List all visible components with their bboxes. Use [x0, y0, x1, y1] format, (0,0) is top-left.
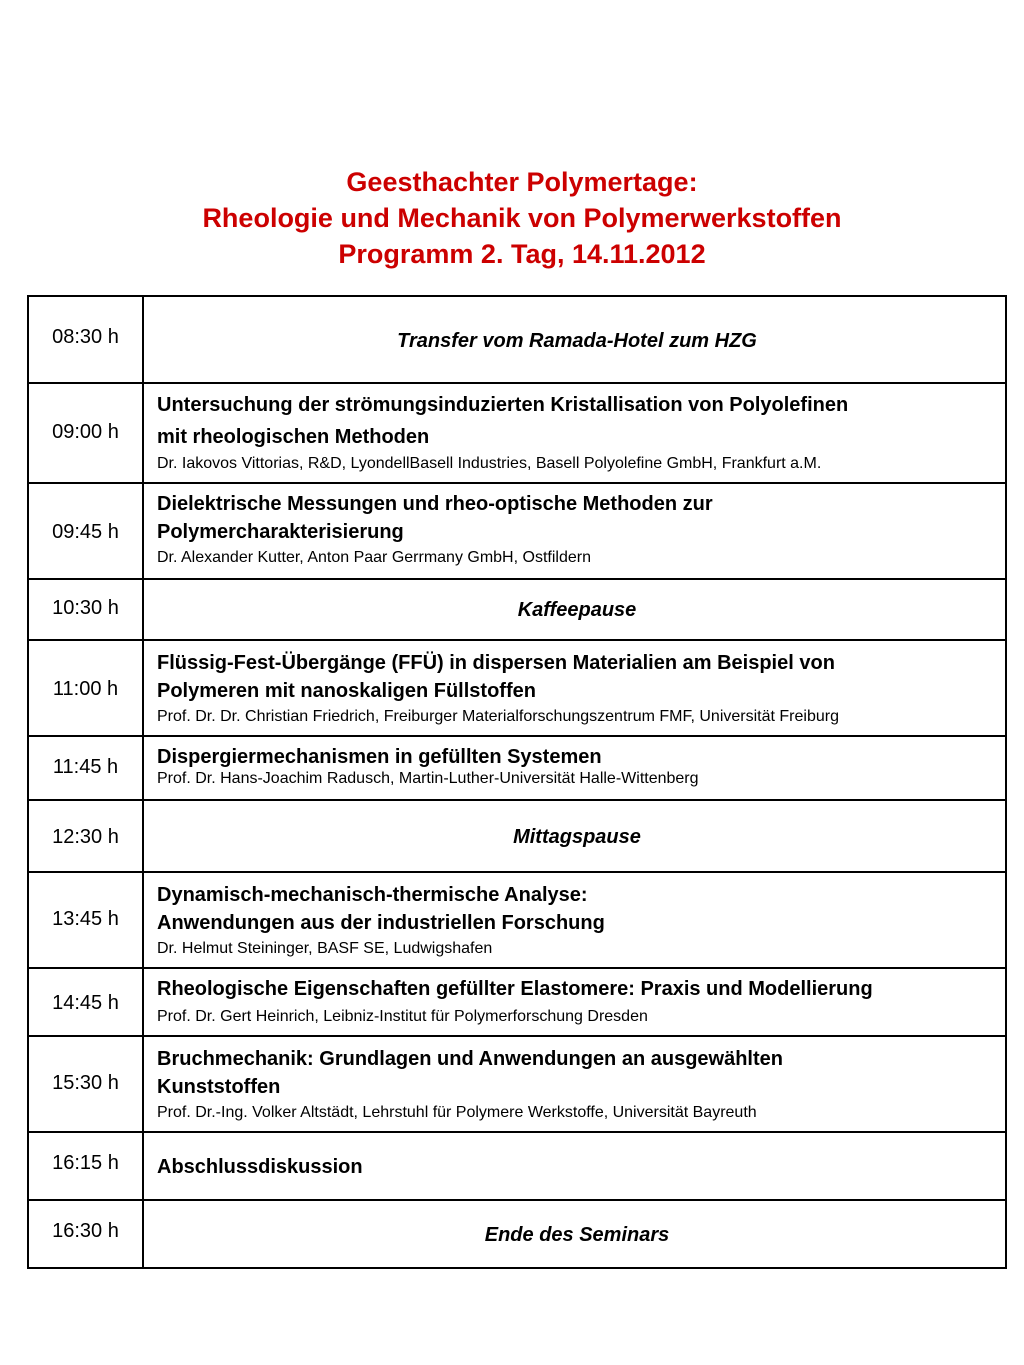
talk-title: Polymercharakterisierung	[157, 521, 404, 543]
schedule-table	[27, 295, 1007, 1269]
talk-title: Abschlussdiskussion	[157, 1156, 363, 1178]
talk-cell	[143, 968, 1006, 1036]
schedule-row	[28, 1132, 1006, 1200]
talk-cell	[143, 872, 1006, 968]
break-cell	[143, 296, 1006, 383]
talk-speaker: Prof. Dr.-Ing. Volker Altstädt, Lehrstuhl für Polymere Werkstoffe, Universität Bayreuth	[157, 1104, 757, 1121]
talk-speaker: Prof. Dr. Gert Heinrich, Leibniz-Institut für Polymerforschung Dresden	[157, 1008, 648, 1025]
time-cell: 16:15 h	[28, 1132, 143, 1200]
time-cell: 13:45 h	[28, 872, 143, 968]
talk-title: Polymeren mit nanoskaligen Füllstoffen	[157, 680, 536, 702]
time-cell: 09:45 h	[28, 483, 143, 579]
time-cell: 11:45 h	[28, 736, 143, 800]
schedule-row	[28, 640, 1006, 736]
schedule-row	[28, 736, 1006, 800]
time-cell: 09:00 h	[28, 383, 143, 483]
break-cell	[143, 1200, 1006, 1268]
schedule-row	[28, 1200, 1006, 1268]
talk-title: Rheologische Eigenschaften gefüllter Elastomere: Praxis und Modellierung	[157, 978, 873, 1000]
break-label: Mittagspause	[513, 826, 641, 848]
title-line-2: Rheologie und Mechanik von Polymerwerkstoffen	[202, 203, 842, 233]
talk-title: Dynamisch-mechanisch-thermische Analyse:	[157, 884, 588, 906]
talk-speaker: Dr. Helmut Steininger, BASF SE, Ludwigshafen	[157, 940, 493, 957]
time-cell: 15:30 h	[28, 1036, 143, 1132]
talk-cell	[143, 483, 1006, 579]
talk-cell	[143, 640, 1006, 736]
title-line-1: Geesthachter Polymertage:	[346, 167, 698, 197]
schedule-row	[28, 968, 1006, 1036]
schedule-row	[28, 296, 1006, 383]
break-cell	[143, 579, 1006, 640]
talk-title: Dispergiermechanismen in gefüllten Systemen	[157, 746, 602, 768]
talk-cell	[143, 1036, 1006, 1132]
talk-speaker: Dr. Alexander Kutter, Anton Paar Gerrmany GmbH, Ostfildern	[157, 549, 591, 566]
talk-speaker: Prof. Dr. Dr. Christian Friedrich, Freiburger Materialforschungszentrum FMF, Universität Freiburg	[157, 708, 839, 725]
break-label: Transfer vom Ramada-Hotel zum HZG	[397, 330, 757, 352]
time-cell: 12:30 h	[28, 800, 143, 872]
break-label: Kaffeepause	[517, 599, 637, 621]
talk-cell	[143, 736, 1006, 800]
talk-cell	[143, 1132, 1006, 1200]
schedule-row	[28, 579, 1006, 640]
schedule-row	[28, 800, 1006, 872]
schedule-row	[28, 483, 1006, 579]
talk-speaker: Dr. Iakovos Vittorias, R&D, LyondellBasell Industries, Basell Polyolefine GmbH, Frankfurt a.M.	[157, 455, 822, 472]
time-cell: 10:30 h	[28, 579, 143, 640]
program-title	[0, 164, 1024, 272]
talk-title: Anwendungen aus der industriellen Forschung	[157, 912, 605, 934]
talk-title: Flüssig-Fest-Übergänge (FFÜ) in dispersen Materialien am Beispiel von	[157, 652, 835, 674]
talk-title: Bruchmechanik: Grundlagen und Anwendungen an ausgewählten	[157, 1048, 783, 1070]
break-label: Ende des Seminars	[484, 1224, 670, 1246]
time-cell: 16:30 h	[28, 1200, 143, 1268]
title-line-3: Programm 2. Tag, 14.11.2012	[338, 239, 706, 269]
talk-cell	[143, 383, 1006, 483]
talk-title: mit rheologischen Methoden	[157, 426, 430, 448]
schedule-row	[28, 383, 1006, 483]
schedule-row	[28, 1036, 1006, 1132]
talk-title: Kunststoffen	[157, 1076, 281, 1098]
talk-speaker: Prof. Dr. Hans-Joachim Radusch, Martin-Luther-Universität Halle-Wittenberg	[157, 770, 699, 787]
time-cell: 11:00 h	[28, 640, 143, 736]
talk-title: Dielektrische Messungen und rheo-optische Methoden zur	[157, 493, 713, 515]
schedule-row	[28, 872, 1006, 968]
break-cell	[143, 800, 1006, 872]
talk-title: Untersuchung der strömungsinduzierten Kristallisation von Polyolefinen	[157, 394, 849, 416]
time-cell: 08:30 h	[28, 296, 143, 383]
time-cell: 14:45 h	[28, 968, 143, 1036]
